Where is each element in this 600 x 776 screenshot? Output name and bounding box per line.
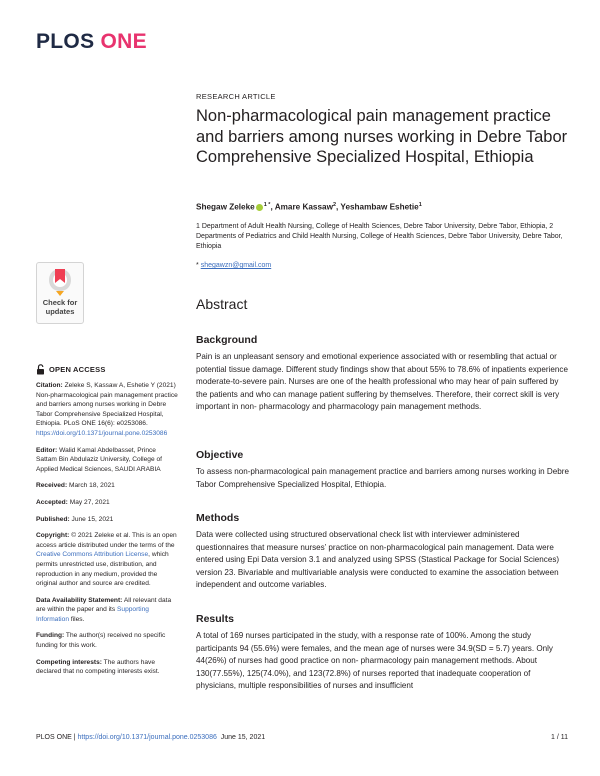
article-type: RESEARCH ARTICLE (196, 92, 276, 101)
footer-journal: PLOS ONE (36, 734, 72, 741)
results-paragraph: A total of 169 nurses participated in the study, with a response rate of 100%. Among the study participants 94 (55.6%) were females, and the mean age of nurses were 34.9(SD = 5.7) years. Only 44(26%) of nurses had good practice on non- pharmacology pain management methods. About 130(77.55%), 125(74.0%), and 123(72.8%) of nurses reported that inadequate cooperation of physicians, multiple responsibilities of nurses and insufficient (196, 631, 553, 691)
copyright-text-a: © 2021 Zeleke et al. This is an open access article distributed under the terms of the (36, 532, 177, 549)
competing-interests-text: The authors have declared that no competing interests exist. (36, 658, 160, 676)
methods-paragraph: Data were collected using structured observational check list with interviewer administered questionnaires that measure nurses’ practice on non-pharmacological pain management. Data were entered using Epi Data version 3.1 and analyzed using SPSS (Stastical Package for Social Sciences) version 23. Bivariable and multivariable analysis were conducted to examine the association between independent and outcome variables. (196, 530, 560, 590)
logo-plos: PLOS (36, 30, 95, 53)
received-label: Received: (36, 482, 68, 490)
footer-left (36, 734, 265, 741)
crossmark-icon (47, 267, 73, 297)
author-name[interactable]: , Yeshambaw Eshetie (336, 202, 419, 212)
open-access-label (36, 364, 106, 375)
page-footer (36, 734, 568, 741)
orcid-icon[interactable] (256, 204, 263, 211)
accepted-date: May 27, 2021 (69, 498, 110, 506)
check-for-updates-text: Check for updates (42, 298, 78, 316)
check-for-updates-badge[interactable] (36, 262, 84, 324)
objective-heading: Objective (196, 449, 244, 461)
published-label: Published: (36, 515, 70, 523)
data-availability-text-b: files. (70, 615, 85, 623)
citation-text: Zeleke S, Kassaw A, Eshetie Y (2021) Non-pharmacological pain management practice and barriers among nurses working in Debre Tabor Comprehensive Specialized Hospital, Ethiopia. PLoS ONE 16(6): e0253086. (36, 382, 178, 428)
article-title: Non-pharmacological pain management practice and barriers among nurses working in Debre Tabor Comprehensive Specialized Hospital, Ethiopia (196, 107, 568, 166)
accepted-label: Accepted: (36, 498, 68, 506)
footer-date: June 15, 2021 (220, 734, 266, 741)
results-heading: Results (196, 613, 234, 625)
objective-paragraph: To assess non-pharmacological pain management practice and barriers among nurses working in Debre Tabor Comprehensive Specialized Hospital, Ethiopia. (196, 467, 569, 489)
competing-interests-block (36, 658, 178, 677)
copyright-block (36, 531, 178, 589)
citation-doi-link[interactable]: https://doi.org/10.1371/journal.pone.0253086 (36, 429, 168, 437)
copyright-text-b: , which permits unrestricted use, distribution, and reproduction in any medium, provided the original author and source are credited. (36, 551, 169, 588)
open-access-text: OPEN ACCESS (49, 365, 106, 374)
footer-page-number: 1 / 11 (551, 734, 568, 741)
data-availability-text-a: All relevant data are within the paper and its (36, 596, 172, 614)
author-affiliation-sup: 1 (418, 202, 422, 208)
footer-separator: | (71, 734, 78, 741)
journal-logo (36, 30, 147, 54)
editor-text: Walid Kamal Abdelbasset, Prince Sattam Bin Abdulaziz University, College of Applied Medical Sciences, SAUDI ARABIA (36, 446, 162, 473)
author-name[interactable]: , Amare Kassaw (270, 202, 333, 212)
open-lock-icon (36, 364, 45, 375)
citation-label: Citation: (36, 382, 63, 389)
footer-doi-link[interactable]: https://doi.org/10.1371/journal.pone.0253086 (77, 734, 217, 741)
supporting-information-link[interactable]: Supporting Information (36, 606, 149, 623)
accepted-block (36, 498, 178, 508)
published-date: June 15, 2021 (71, 515, 114, 523)
background-paragraph: Pain is an unpleasant sensory and emotional experience associated with or resembling that actual or potential tissue damage. Different study findings show that about 55% to 78.6% of inpatients experience moderate-to-severe pain. Nurses are one of the health professional who may hear of pain suffered by the patients and who can manage patient suffering by themselves. Therefore, their correct skill is very important in non- pharmacology and pharmacology pain management methods. (196, 352, 568, 412)
background-heading: Background (196, 334, 258, 346)
author-list (196, 202, 422, 212)
published-block (36, 515, 178, 525)
author-affiliation-sup: 2 (332, 202, 337, 208)
logo-one: ONE (100, 30, 147, 53)
methods-heading: Methods (196, 512, 240, 524)
competing-interests-label: Competing interests: (36, 658, 102, 666)
received-date: March 18, 2021 (69, 482, 115, 490)
email-star: * (196, 262, 199, 269)
article-metadata (36, 381, 178, 684)
citation-block (36, 381, 178, 439)
affiliations: 1 Department of Adult Health Nursing, College of Health Sciences, Debre Tabor University, Debre Tabor, Ethiopia, 2 Departments of Pediatrics and Child Health Nursing, College of Health Sciences, Debre Tabor University, Debre Tabor, Ethiopia (196, 223, 563, 250)
funding-label: Funding: (36, 632, 65, 640)
email-link[interactable]: shegawzn@gmail.com (200, 262, 272, 269)
received-block (36, 481, 178, 491)
copyright-label: Copyright: (36, 532, 70, 540)
data-availability-label: Data Availability Statement: (36, 596, 123, 604)
funding-text: The author(s) received no specific funding for this work. (36, 632, 166, 650)
cc-license-link[interactable]: Creative Commons Attribution License (36, 551, 149, 559)
author-name[interactable]: Shegaw Zeleke (196, 202, 255, 212)
editor-label: Editor: (36, 446, 58, 454)
abstract-heading: Abstract (196, 296, 248, 312)
editor-block (36, 446, 178, 475)
author-affiliation-sup: 1 * (263, 202, 271, 208)
corresponding-email (196, 262, 271, 269)
funding-block (36, 631, 178, 650)
data-availability-block (36, 596, 178, 625)
